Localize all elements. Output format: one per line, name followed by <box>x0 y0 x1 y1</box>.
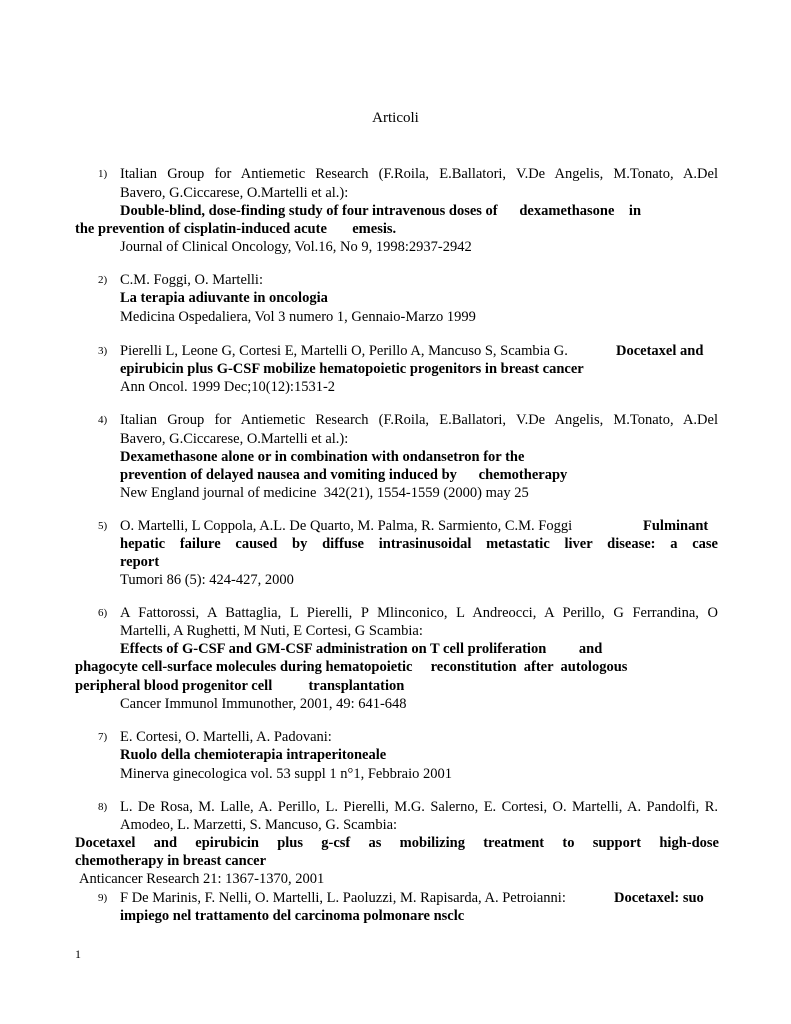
page-heading: Articoli <box>372 110 419 126</box>
item-number: 1) <box>98 168 108 180</box>
item-journal: Minerva ginecologica vol. 53 suppl 1 n°1, Febbraio 2001 <box>120 766 452 782</box>
item-authors: A Fattorossi, A Battaglia, L Pierelli, P Mlinconico, L Andreocci, A Perillo, G Ferrandina, O <box>120 605 718 621</box>
item-title: Double-blind, dose-finding study of four intravenous doses of dexamethasone in <box>120 203 642 219</box>
item-authors: Martelli, A Rughetti, M Nuti, E Cortesi, G Scambia: <box>120 623 423 639</box>
item-title: chemotherapy in breast cancer <box>75 853 267 869</box>
item-authors: Bavero, G.Ciccarese, O.Martelli et al.): <box>120 185 349 201</box>
item-number: 9) <box>98 892 108 904</box>
item-title: prevention of delayed nausea and vomiting induced by chemotherapy <box>120 467 568 483</box>
item-authors: F De Marinis, F. Nelli, O. Martelli, L. Paoluzzi, M. Rapisarda, A. Petroianni: <box>120 890 566 906</box>
item-title: report <box>120 554 160 570</box>
item-authors: Italian Group for Antiemetic Research (F.Roila, E.Ballatori, V.De Angelis, M.Tonato, A.Del <box>120 412 718 428</box>
item-authors: C.M. Foggi, O. Martelli: <box>120 272 263 288</box>
item-journal: Cancer Immunol Immunother, 2001, 49: 641-648 <box>120 696 407 712</box>
item-number: 8) <box>98 801 108 813</box>
item-title: impiego nel trattamento del carcinoma polmonare nsclc <box>120 908 465 924</box>
item-authors: Pierelli L, Leone G, Cortesi E, Martelli O, Perillo A, Mancuso S, Scambia G. <box>120 343 568 359</box>
item-title: Dexamethasone alone or in combination with ondansetron for the <box>120 449 525 465</box>
item-title: peripheral blood progenitor cell transplantation <box>75 678 405 694</box>
item-number: 5) <box>98 520 108 532</box>
item-title: hepatic failure caused by diffuse intrasinusoidal metastatic liver disease: a case <box>120 536 718 552</box>
item-title: the prevention of cisplatin-induced acute emesis. <box>75 221 397 237</box>
item-title: Effects of G-CSF and GM-CSF administration on T cell proliferation and <box>120 641 603 657</box>
item-authors: Italian Group for Antiemetic Research (F.Roila, E.Ballatori, V.De Angelis, M.Tonato, A.Del <box>120 166 718 182</box>
item-number: 3) <box>98 345 108 357</box>
item-title: La terapia adiuvante in oncologia <box>120 290 328 306</box>
item-authors: Bavero, G.Ciccarese, O.Martelli et al.): <box>120 431 349 447</box>
item-title: Fulminant <box>643 518 709 534</box>
item-number: 4) <box>98 414 108 426</box>
item-authors: O. Martelli, L Coppola, A.L. De Quarto, M. Palma, R. Sarmiento, C.M. Foggi <box>120 518 573 534</box>
item-title: phagocyte cell-surface molecules during hematopoietic reconstitution after autologous <box>75 659 628 675</box>
page-number: 1 <box>75 947 81 961</box>
item-title: Docetaxel and <box>616 343 704 359</box>
item-number: 6) <box>98 607 108 619</box>
item-journal: New England journal of medicine 342(21), 1554-1559 (2000) may 25 <box>120 485 529 501</box>
item-journal: Anticancer Research 21: 1367-1370, 2001 <box>79 871 325 887</box>
item-journal: Journal of Clinical Oncology, Vol.16, No 9, 1998:2937-2942 <box>120 239 472 255</box>
item-authors: Amodeo, L. Marzetti, S. Mancuso, G. Scambia: <box>120 817 398 833</box>
item-title: Ruolo della chemioterapia intraperitoneale <box>120 747 387 763</box>
item-title: Docetaxel and epirubicin plus g-csf as mobilizing treatment to support high-dose <box>75 835 719 851</box>
item-journal: Medicina Ospedaliera, Vol 3 numero 1, Gennaio-Marzo 1999 <box>120 309 476 325</box>
item-journal: Ann Oncol. 1999 Dec;10(12):1531-2 <box>120 379 336 395</box>
item-number: 7) <box>98 731 108 743</box>
item-title: epirubicin plus G-CSF mobilize hematopoietic progenitors in breast cancer <box>120 361 584 377</box>
item-authors: L. De Rosa, M. Lalle, A. Perillo, L. Pierelli, M.G. Salerno, E. Cortesi, O. Martelli, A. Pandolfi, R. <box>120 799 718 815</box>
item-number: 2) <box>98 274 108 286</box>
item-title: Docetaxel: suo <box>614 890 704 906</box>
item-authors: E. Cortesi, O. Martelli, A. Padovani: <box>120 729 332 745</box>
item-journal: Tumori 86 (5): 424-427, 2000 <box>120 572 294 588</box>
